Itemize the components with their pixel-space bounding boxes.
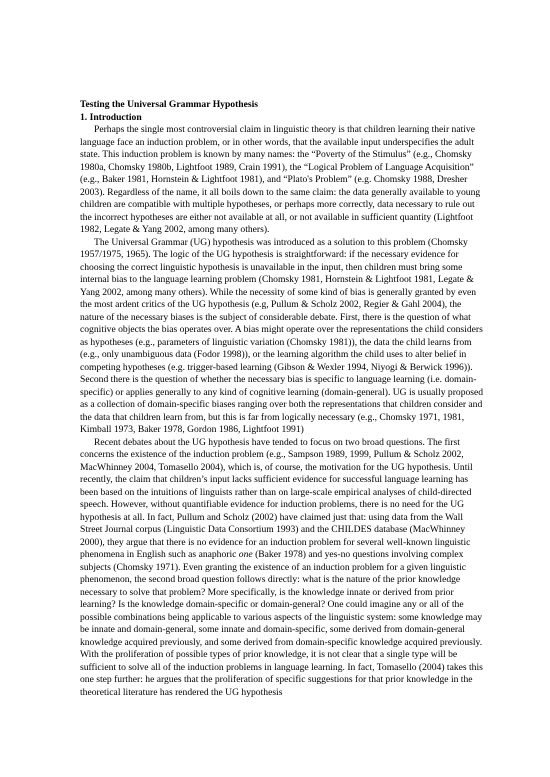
paragraph-3-part-a: Recent debates about the UG hypothesis have tended to focus on two broad questions. The first concerns the existence of the induction problem (e.g., Sampson 1989, 1999, Pullum & Scholz 2002, MacWhinney 2004, Tomasello 2004), which is, of course, the motivation for the UG hypothesis. Until recently, the claim that children’s input lacks sufficient evidence for successful language learning has been based on the intuitions of linguists rather than on large-scale empirical analyses of child-directed speech. However, without quantifiable evidence for induction problems, there is no need for the UG hypothesis at all. In fact, Pullum and Scholz (2002) have claimed just that: using data from the Wall Street Journal corpus (Linguistic Data Consortium 1993) and the CHILDES database (MacWhinney 2000), they argue that there is no evidence for an induction problem for several well-known linguistic phenomena in English such as anaphoric (80, 436, 473, 560)
paper-title: Testing the Universal Grammar Hypothesis (80, 99, 259, 110)
italic-term-one: one (238, 549, 253, 560)
paragraph-3-part-b: (Baker 1978) and yes-no questions involving complex subjects (Chomsky 1971). Even granting the existence of an induction problem for a given linguistic phenomenon, the second broad question follows directly: what is the nature of the prior knowledge necessary to solve that problem? More specifically, is the knowledge innate or derived from prior learning? Is the knowledge domain-specific or domain-general? One could imagine any or all of the possible combinations being applicable to various aspects of the linguistic system: some knowledge may be innate and domain-general, some innate and domain-specific, some derived from domain-general knowledge acquired previously, and some derived from domain-specific knowledge acquired previously. With the proliferation of possible types of prior knowledge, it is not clear that a single type will be sufficient to solve all of the induction problems in language learning. In fact, Tomasello (2004) takes this one step further: he argues that the proliferation of specific suggestions for that prior knowledge in the theoretical literature has rendered the UG hypothesis (80, 549, 483, 698)
paragraph-3 (80, 437, 484, 700)
paragraph-1: Perhaps the single most controversial claim in linguistic theory is that children learning their native language face an induction problem, or in other words, that the available input underspecifies the adult state. This induction problem is known by many names: the “Poverty of the Stimulus” (e.g., Chomsky 1980a, Chomsky 1980b, Lightfoot 1989, Crain 1991), the “Logical Problem of Language Acquisition” (e.g., Baker 1981, Hornstein & Lightfoot 1981), and “Plato's Problem” (e.g. Chomsky 1988, Dresher 2003). Regardless of the name, it all boils down to the same claim: the data generally available to young children are compatible with multiple hypotheses, or perhaps more correctly, data necessary to rule out the incorrect hypotheses are either not available at all, or not available in sufficient quantity (Lightfoot 1982, Legate & Yang 2002, among many others). (80, 124, 481, 235)
paragraph-2: The Universal Grammar (UG) hypothesis was introduced as a solution to this problem (Chomsky 1957/1975, 1965). The logic of the UG hypothesis is straightforward: if the necessary evidence for choosing the correct linguistic hypothesis is unavailable in the input, then children must bring some internal bias to the language learning problem (Chomsky 1981, Hornstein & Lightfoot 1981, Legate & Yang 2002, among many others). While the necessity of some kind of bias is generally granted by even the most ardent critics of the UG hypothesis (e.g, Pullum & Scholz 2002, Regier & Gahl 2004), the nature of the necessary biases is the subject of considerable debate. First, there is the question of what cognitive objects the bias operates over. A bias might operate over the representations the child considers as hypotheses (e.g., parameters of linguistic variation (Chomsky 1981)), the data the child learns from (e.g., only unambiguous data (Fodor 1998)), or the learning algorithm the child uses to alter belief in competing hypotheses (e.g. trigger-based learning (Gibson & Wexler 1994, Niyogi & Berwick 1996)). Second there is the question of whether the necessary bias is specific to language learning (i.e. domain-specific) or applies generally to any kind of cognitive learning (domain-general). UG is usually proposed as a collection of domain-specific biases ranging over both the representations that children consider and the data that children learn from, but this is far from logically necessary (e.g., Chomsky 1971, 1981, Kimball 1973, Baker 1978, Gordon 1986, Lightfoot 1991) (80, 236, 484, 435)
section-heading: 1. Introduction (80, 111, 142, 123)
